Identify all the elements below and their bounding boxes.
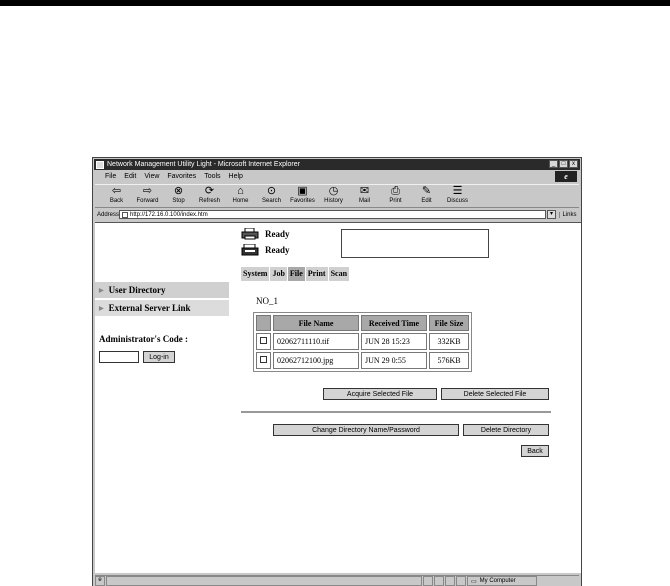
status-bar-cell (456, 576, 466, 586)
admin-code-label: Administrator's Code : (99, 334, 188, 344)
received-time-cell: JUN 28 15:23 (361, 333, 427, 350)
delete-directory-button[interactable]: Delete Directory (463, 424, 549, 436)
file-size-cell: 576KB (429, 352, 469, 369)
table-header-row (256, 315, 469, 331)
menu-view[interactable]: View (144, 173, 160, 180)
stop-icon: ⊗ (173, 185, 184, 197)
table-row (256, 333, 469, 350)
sidebar-item-external-server-link[interactable] (95, 300, 229, 316)
toolbar-discuss-button[interactable] (444, 185, 471, 204)
file-name-cell: 02062712100.jpg (273, 352, 359, 369)
zone-indicator (467, 576, 537, 586)
close-button[interactable]: x (569, 160, 578, 168)
ie-window-icon (96, 161, 104, 169)
search-icon: ⊙ (266, 185, 277, 197)
file-name-cell: 02062711110.tif (273, 333, 359, 350)
row-checkbox[interactable] (260, 337, 267, 344)
tab-system[interactable]: System (241, 267, 269, 281)
toolbar-stop-button[interactable] (165, 185, 192, 204)
links-button[interactable]: Links (559, 212, 579, 218)
window-title: Network Management Utility Light - Microsoft Internet Explorer (107, 161, 300, 168)
toolbar-label: Mail (358, 198, 370, 204)
back-arrow-icon: ⇦ (111, 185, 122, 197)
maximize-button[interactable]: □ (559, 160, 568, 168)
table-row (256, 352, 469, 369)
toolbar-search-button[interactable] (258, 185, 285, 204)
status-bar-text (106, 576, 422, 586)
toolbar-print-button[interactable] (382, 185, 409, 204)
toolbar-label: Discuss (446, 198, 468, 204)
table-header-received-time: Received Time (361, 315, 427, 331)
tab-file[interactable]: File (288, 267, 305, 281)
ie-logo-icon: e (555, 171, 577, 182)
page-content (95, 222, 581, 573)
folder-name: NO_1 (256, 296, 278, 306)
toolbar-label: Edit (421, 198, 432, 204)
section-divider (241, 411, 551, 413)
toolbar-label: Refresh (198, 198, 220, 204)
status-text-1: Ready (265, 229, 290, 239)
tab-scan[interactable]: Scan (329, 267, 349, 281)
history-icon: ◷ (328, 185, 339, 197)
status-bar-cell (434, 576, 444, 586)
status-bar-cell (423, 576, 433, 586)
page-done-icon: e (95, 576, 105, 586)
favorites-icon: ▣ (297, 185, 308, 197)
printer-status-icon (241, 228, 259, 240)
menu-edit[interactable]: Edit (124, 173, 137, 180)
table-header-select (256, 315, 271, 331)
toolbar-label: Search (261, 198, 281, 204)
zone-label: My Computer (479, 578, 516, 584)
login-button[interactable]: Log-in (143, 351, 175, 363)
toolbar-edit-button[interactable] (413, 185, 440, 204)
delete-selected-file-button[interactable]: Delete Selected File (441, 388, 549, 400)
address-label: Address (97, 211, 120, 218)
menu-favorites[interactable]: Favorites (167, 173, 197, 180)
page-icon (122, 212, 128, 218)
address-url: http://172.16.0.100/index.htm (130, 211, 208, 218)
triangle-right-icon: ▶ (99, 305, 104, 312)
print-icon: ⎙ (391, 185, 400, 197)
toolbar-label: Favorites (290, 198, 315, 204)
row-select-cell (256, 352, 271, 369)
toolbar-label: Back (109, 198, 124, 204)
edit-icon: ✎ (421, 185, 432, 197)
toolbar-home-button[interactable] (227, 185, 254, 204)
file-table (253, 312, 472, 372)
address-input[interactable] (119, 210, 546, 219)
minimize-button[interactable]: _ (549, 160, 558, 168)
status-row-2 (241, 244, 290, 256)
title-bar (94, 159, 580, 170)
table-header-file-name: File Name (273, 315, 359, 331)
printer-status-icon (241, 244, 259, 256)
status-text-2: Ready (265, 245, 290, 255)
address-bar (95, 209, 579, 220)
tab-job[interactable]: Job (270, 267, 286, 281)
row-checkbox[interactable] (260, 356, 267, 363)
row-select-cell (256, 333, 271, 350)
discuss-icon: ☰ (452, 185, 463, 197)
menu-file[interactable]: File (105, 173, 117, 180)
page-top-rule (0, 0, 670, 6)
toolbar-label: Print (389, 198, 402, 204)
toolbar-mail-button[interactable] (351, 185, 378, 204)
acquire-selected-file-button[interactable]: Acquire Selected File (323, 388, 437, 400)
menu-help[interactable]: Help (228, 173, 243, 180)
browser-window (92, 157, 582, 586)
status-bar (95, 575, 579, 586)
refresh-icon: ⟳ (204, 185, 215, 197)
sidebar-item-label: External Server Link (108, 303, 191, 313)
toolbar-label: Home (232, 198, 249, 204)
mail-icon: ✉ (359, 185, 370, 197)
toolbar-label: History (324, 198, 343, 204)
toolbar-forward-button[interactable] (134, 185, 161, 204)
home-icon: ⌂ (237, 185, 244, 197)
toolbar-back-button[interactable] (103, 185, 130, 204)
forward-arrow-icon: ⇨ (142, 185, 153, 197)
table-header-file-size: File Size (429, 315, 469, 331)
tab-print[interactable]: Print (306, 267, 328, 281)
toolbar-history-button[interactable] (320, 185, 347, 204)
toolbar-favorites-button[interactable] (289, 185, 316, 204)
admin-code-input[interactable] (99, 351, 139, 363)
toolbar (95, 184, 579, 208)
status-row-1 (241, 228, 290, 240)
file-size-cell: 332KB (429, 333, 469, 350)
menu-tools[interactable]: Tools (204, 173, 221, 180)
back-button[interactable]: Back (521, 445, 549, 457)
menu-bar (95, 171, 579, 182)
status-message-box (341, 229, 489, 258)
sidebar-item-user-directory[interactable] (95, 282, 229, 298)
address-dropdown-button[interactable]: ▾ (547, 210, 556, 219)
received-time-cell: JUN 29 0:55 (361, 352, 427, 369)
change-directory-button[interactable]: Change Directory Name/Password (273, 424, 459, 436)
toolbar-label: Stop (172, 198, 185, 204)
sidebar-item-label: User Directory (108, 285, 166, 295)
tab-bar (241, 267, 349, 281)
toolbar-label: Forward (136, 198, 159, 204)
triangle-right-icon: ▶ (99, 287, 104, 294)
computer-icon: ▭ (471, 578, 477, 585)
status-bar-cell (445, 576, 455, 586)
toolbar-refresh-button[interactable] (196, 185, 223, 204)
